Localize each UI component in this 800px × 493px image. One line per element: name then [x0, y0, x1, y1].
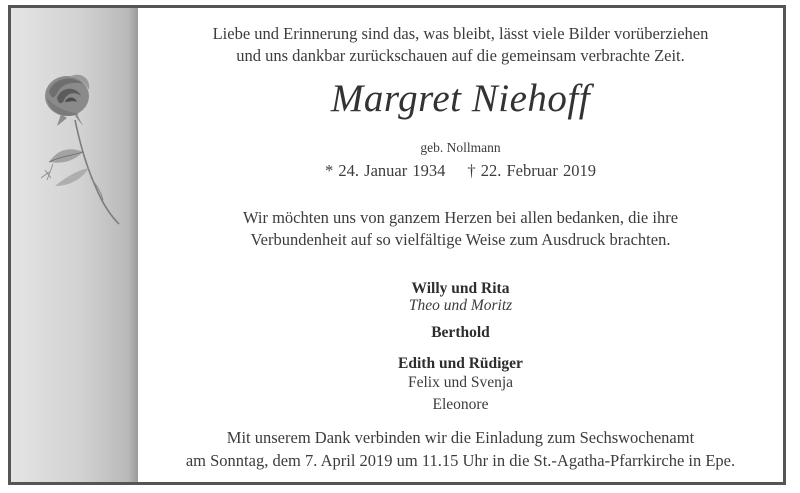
birth-date: * 24. Januar 1934	[325, 161, 446, 180]
family-berthold: Berthold	[431, 324, 490, 341]
family-willy-rita: Willy und Rita	[411, 280, 510, 297]
notice-content	[138, 8, 783, 482]
life-dates	[138, 161, 783, 181]
death-date: † 22. Februar 2019	[467, 161, 596, 180]
family-felix-svenja: Felix und Svenja	[407, 374, 514, 391]
family-theo-moritz: Theo und Moritz	[408, 297, 513, 314]
invitation-line-2: am Sonntag, dem 7. April 2019 um 11.15 Uhr in die St.-Agatha-Pfarrkirche in Epe.	[185, 451, 736, 470]
verse-line-2: und uns dankbar zurückschauen auf die gemeinsam verbrachte Zeit.	[236, 46, 685, 65]
thanks-line-1: Wir möchten uns von ganzem Herzen bei allen bedanken, die ihre	[242, 208, 679, 227]
invitation-line-1: Mit unserem Dank verbinden wir die Einladung zum Sechswochenamt	[226, 428, 695, 447]
rose-icon	[31, 68, 127, 228]
verse-line-1: Liebe und Erinnerung sind das, was bleibt, lässt viele Bilder vorüberziehen	[212, 24, 709, 43]
family-eleonore: Eleonore	[432, 396, 489, 413]
birth-name: geb. Nollmann	[420, 140, 501, 155]
family-edith-ruediger: Edith und Rüdiger	[398, 355, 523, 372]
thanks-line-2: Verbundenheit auf so vielfältige Weise zum Ausdruck brachten.	[250, 230, 671, 249]
deceased-name: Margret Niehoff	[330, 77, 591, 120]
obituary-card	[8, 5, 786, 485]
side-panel	[11, 8, 138, 482]
